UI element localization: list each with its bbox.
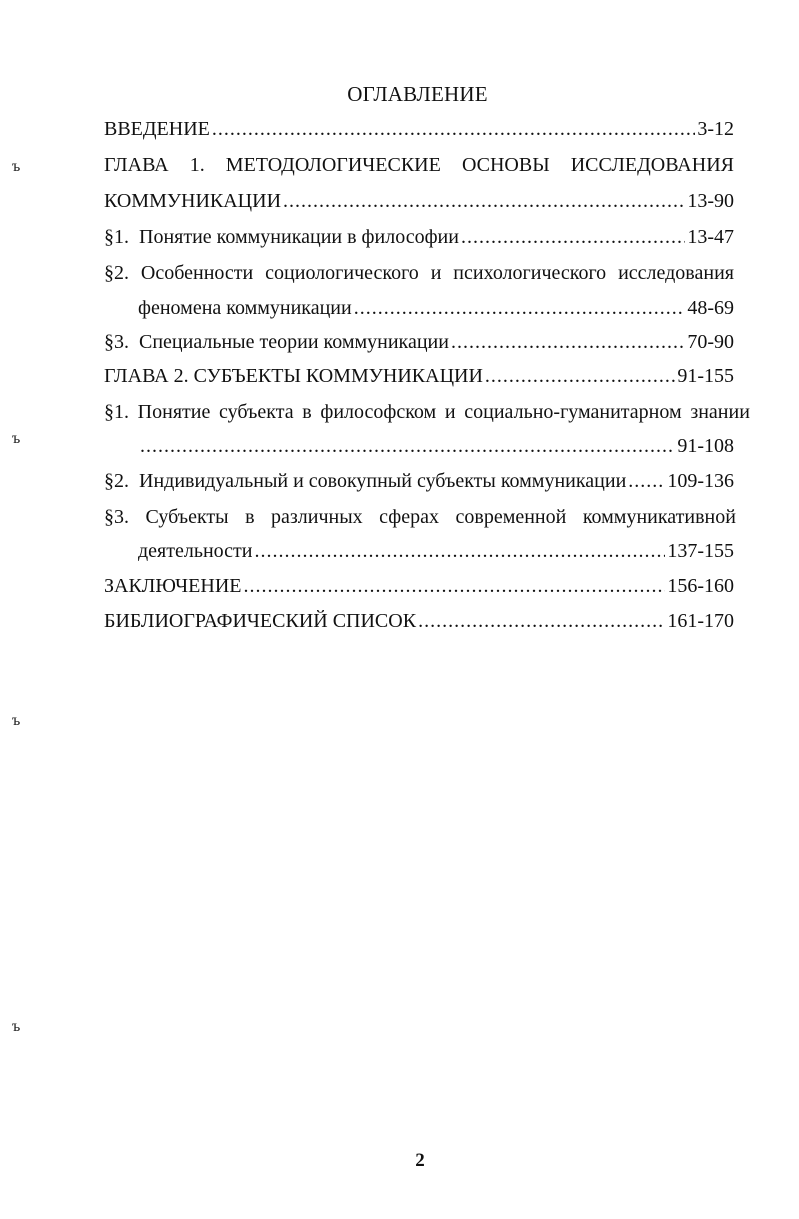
toc-word: и [430,262,442,284]
dot-leader [255,539,666,563]
toc-word: ИССЛЕДОВАНИЯ [570,154,734,176]
toc-entry-label: деятельности [138,540,253,562]
toc-word: социологического [265,262,419,284]
toc-entry-label: Индивидуальный и совокупный субъекты коммуникации [139,470,627,492]
dot-leader [212,117,695,141]
section-number: §1. [104,401,129,423]
toc-section-1-2-line1 [104,261,734,285]
toc-entry-pages: 3-12 [697,118,734,140]
toc-word: коммуникативной [582,506,736,528]
dot-leader [628,469,665,493]
toc-section-2-2 [104,469,734,493]
toc-entry-pages: 137-155 [667,540,734,562]
toc-title: ОГЛАВЛЕНИЕ [347,82,488,106]
toc-word: исследования [618,262,734,284]
toc-chapter1-heading [104,153,734,177]
toc-chapter1-continuation [104,189,734,213]
binding-hole-mark: ъ [12,712,21,729]
toc-entry-label: БИБЛИОГРАФИЧЕСКИЙ СПИСОК [104,610,417,632]
dot-leader [354,296,686,320]
dot-leader [243,574,665,598]
toc-entry-label: КОММУНИКАЦИИ [104,190,282,212]
toc-word: современной [455,506,567,528]
toc-word: социально-гуманитарном [464,401,682,423]
toc-word: ОСНОВЫ [461,154,550,176]
toc-entry-pages: 70-90 [687,331,734,353]
toc-section-2-3-line1 [104,505,736,529]
toc-word: и [444,401,456,423]
toc-word: психологического [453,262,607,284]
toc-section-1-3 [104,330,734,354]
toc-entry-pages: 91-108 [677,435,734,457]
toc-entry-label: ЗАКЛЮЧЕНИЕ [104,575,242,597]
toc-section-2-1-line1 [104,400,750,424]
toc-word: ГЛАВА [104,154,169,176]
binding-hole-mark: ъ [12,158,21,175]
toc-section-2-1-line2 [138,434,734,458]
toc-word: знании [690,401,750,423]
toc-section-2-3-line2 [138,539,734,563]
toc-entry-pages: 161-170 [667,610,734,632]
dot-leader [485,364,675,388]
dot-leader [461,225,685,249]
toc-chapter2-heading [104,364,734,388]
toc-word: МЕТОДОЛОГИЧЕСКИЕ [225,154,441,176]
toc-entry-pages: 13-47 [687,226,734,248]
toc-word: в [302,401,312,423]
dot-leader [140,434,675,458]
section-number: §2. [104,470,129,492]
toc-entry-pages: 13-90 [687,190,734,212]
toc-entry-label: Понятие коммуникации в философии [139,226,459,248]
toc-entry-label: ВВЕДЕНИЕ [104,118,210,140]
toc-entry-conclusion [104,574,734,598]
toc-entry-label: феномена коммуникации [138,297,352,319]
page-number: 2 [415,1150,425,1171]
toc-word: субъекта [219,401,294,423]
section-number: §3. [104,506,129,528]
toc-entry-pages: 109-136 [667,470,734,492]
toc-word: различных [271,506,363,528]
section-number: §2. [104,262,129,284]
toc-entry-introduction [104,117,734,141]
toc-entry-pages: 48-69 [687,297,734,319]
section-number: §1. [104,226,129,248]
toc-word: сферах [379,506,440,528]
toc-entry-pages: 91-155 [677,365,734,387]
toc-word: в [245,506,255,528]
dot-leader [283,189,685,213]
binding-hole-mark: ъ [12,1018,21,1035]
dot-leader [418,609,665,633]
toc-word: 1. [189,154,205,176]
toc-word: Понятие [137,401,211,423]
section-number: §3. [104,331,129,353]
toc-entry-pages: 156-160 [667,575,734,597]
dot-leader [451,330,685,354]
toc-section-1-1 [104,225,734,249]
binding-hole-mark: ъ [12,430,21,447]
toc-word: Особенности [140,262,254,284]
toc-entry-label: ГЛАВА 2. СУБЪЕКТЫ КОММУНИКАЦИИ [104,365,483,387]
toc-word: философском [320,401,437,423]
toc-entry-bibliography [104,609,734,633]
toc-section-1-2-line2 [138,296,734,320]
toc-entry-label: Специальные теории коммуникации [139,331,449,353]
toc-word: Субъекты [145,506,229,528]
